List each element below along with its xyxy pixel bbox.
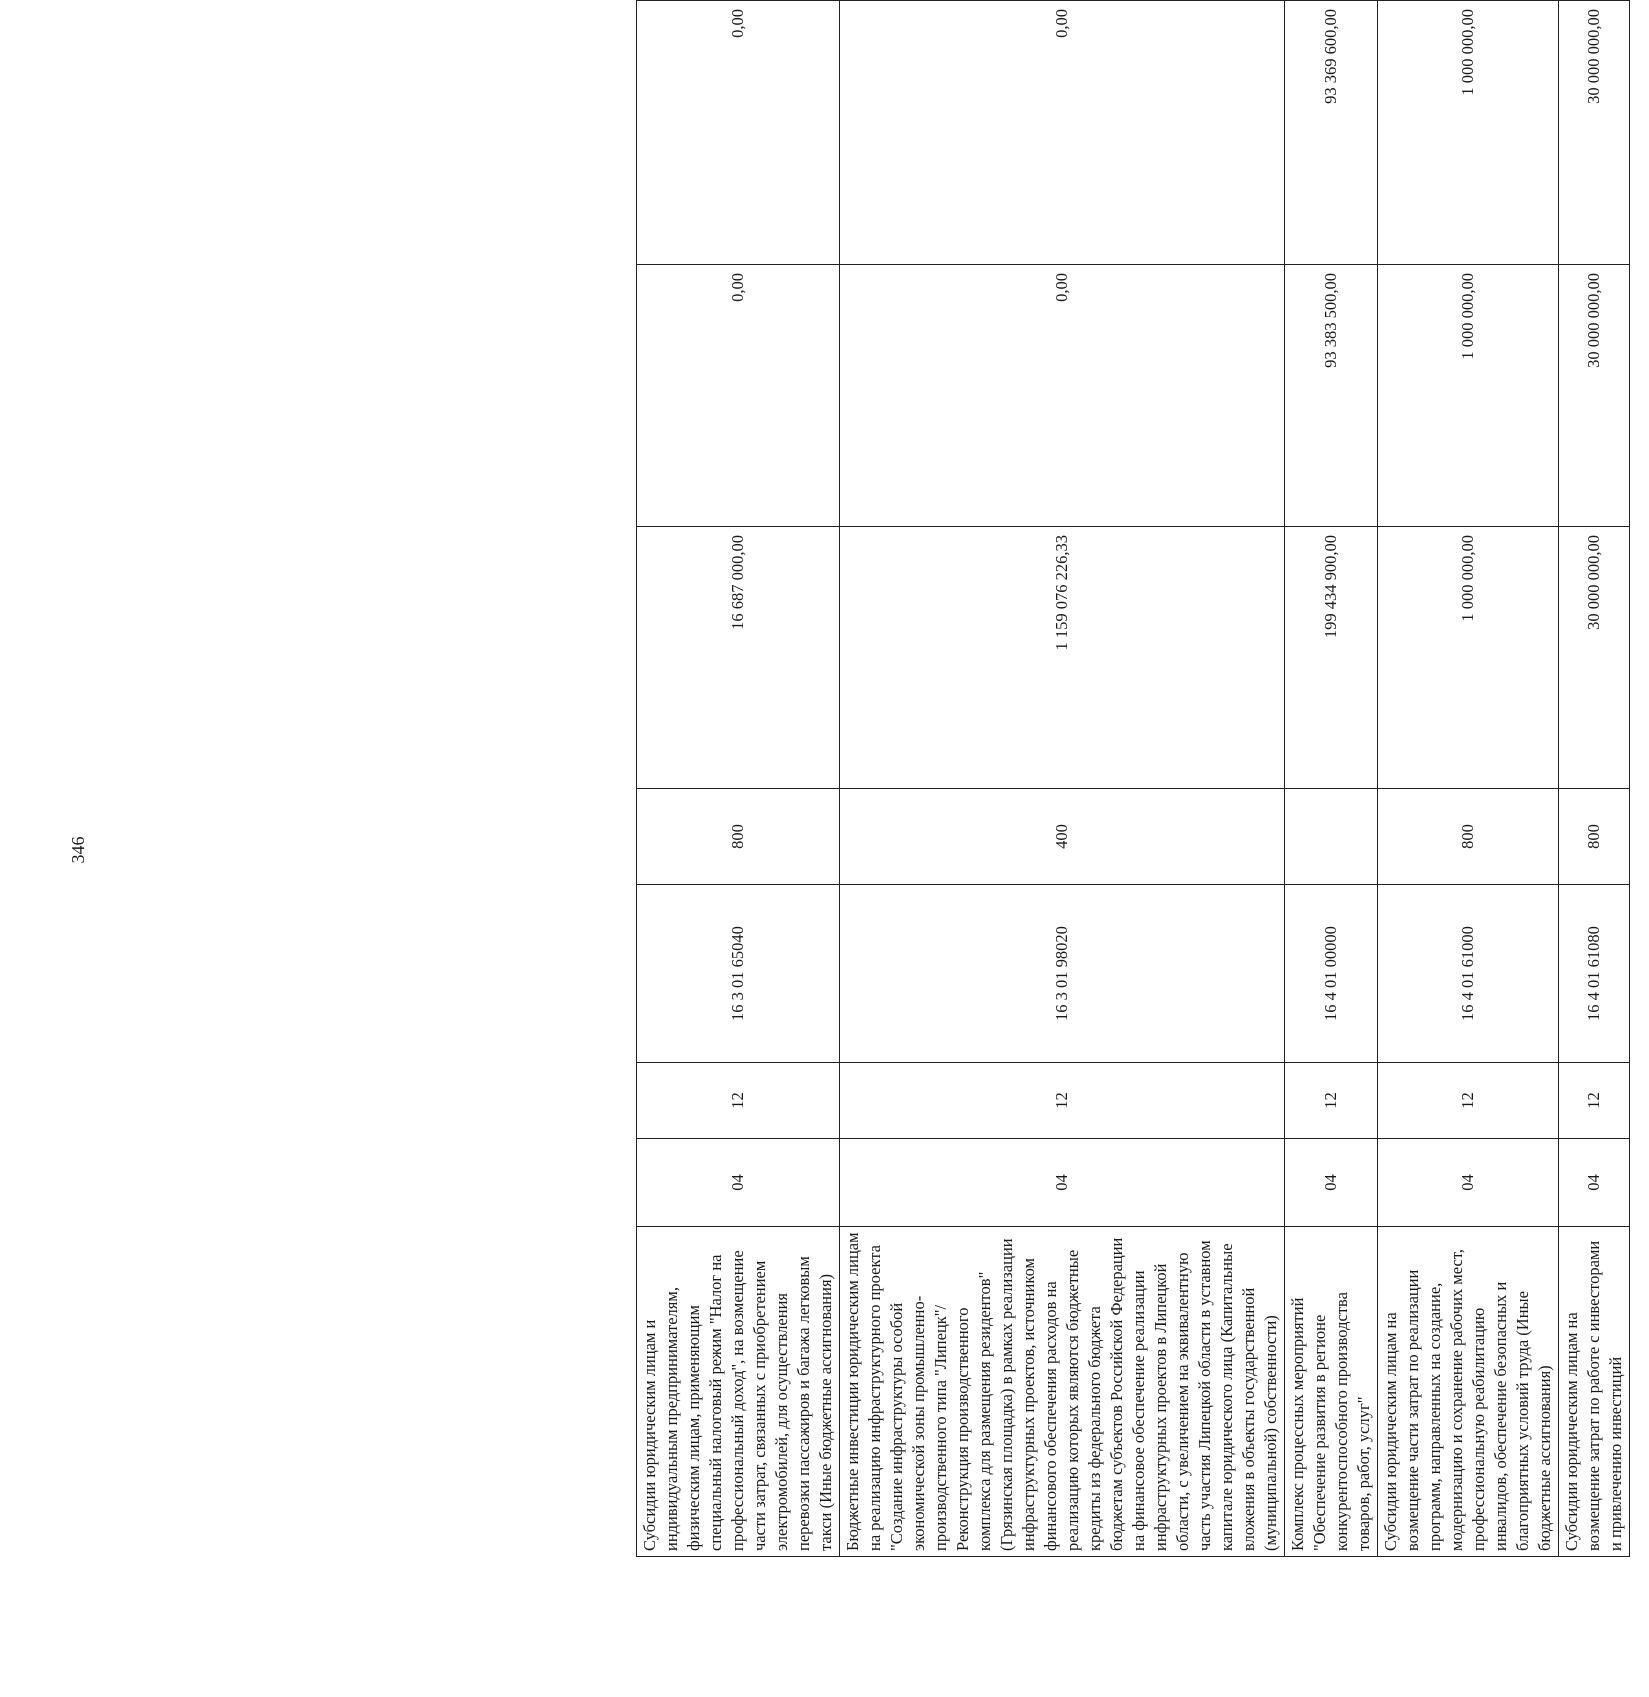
row-expense-type [1285,789,1378,885]
row-description: Субсидии юридическим лицам и индивидуальным предпринимателям, физическим лицам, применяющим специальный налоговый режим "Налог на профессиональный доход", на возмещение части затрат, связанных с приобретением электромобилей, для осуществления перевозки пассажиров и багажа легковым такси (Иные бюджетные ассигнования) [637,1227,840,1557]
row-sum-2: 30 000 000,00 [1559,265,1630,527]
table-row [1285,1,1378,1557]
row-podrazdel: 12 [1559,1063,1630,1139]
row-sum-3: 1 000 000,00 [1378,1,1559,265]
row-description: Субсидии юридическим лицам на возмещение части затрат по реализации программ, направленных на создание, модернизацию и сохранение рабочих мест, профессиональную реабилитацию инвалидов, обеспечение безопасных и благоприятных условий труда (Иные бюджетные ассигнования) [1378,1227,1559,1557]
row-podrazdel: 12 [1378,1063,1559,1139]
row-expense-type: 800 [1378,789,1559,885]
row-target-article: 16 3 01 65040 [637,885,840,1063]
row-podrazdel: 12 [637,1063,840,1139]
row-razdel: 04 [1378,1139,1559,1227]
row-sum-3: 93 369 600,00 [1285,1,1378,265]
row-sum-2: 0,00 [840,265,1285,527]
table-row [840,1,1285,1557]
table-row [1559,1,1630,1557]
table-row [637,1,840,1557]
row-sum-2: 93 383 500,00 [1285,265,1378,527]
row-sum-1: 16 687 000,00 [637,527,840,789]
row-sum-1: 1 159 076 226,33 [840,527,1285,789]
row-sum-2: 0,00 [637,265,840,527]
budget-table [636,0,1630,1557]
row-podrazdel: 12 [840,1063,1285,1139]
budget-table-rotated [636,1,1649,1557]
row-expense-type: 800 [637,789,840,885]
row-description: Субсидии юридическим лицам на возмещение затрат по работе с инвесторами и привлечению инвестиций [1559,1227,1630,1557]
row-razdel: 04 [1285,1139,1378,1227]
row-razdel: 04 [637,1139,840,1227]
row-target-article: 16 4 01 61000 [1378,885,1559,1063]
page-number: 346 [68,836,88,864]
row-razdel: 04 [840,1139,1285,1227]
row-sum-2: 1 000 000,00 [1378,265,1559,527]
row-sum-3: 0,00 [840,1,1285,265]
row-expense-type: 400 [840,789,1285,885]
row-description: Бюджетные инвестиции юридическим лицам на реализацию инфраструктурного проекта "Создание инфраструктуры особой экономической зоны промышленно-производственного типа "Липецк"/Реконструкция производственного комплекса для размещения резидентов" (Грязинская площадка) в рамках реализации инфраструктурных проектов, источником финансового обеспечения расходов на реализацию которых являются бюджетные кредиты из федерального бюджета бюджетам субъектов Российской Федерации на финансовое обеспечение реализации инфраструктурных проектов в Липецкой области, с увеличением на эквивалентную часть участия Липецкой области в уставном капитале юридического лица (Капитальные вложения в объекты государственной (муниципальной) собственности) [840,1227,1285,1557]
row-target-article: 16 4 01 00000 [1285,885,1378,1063]
row-podrazdel: 12 [1285,1063,1378,1139]
row-sum-1: 199 434 900,00 [1285,527,1378,789]
row-sum-1: 30 000 000,00 [1559,527,1630,789]
row-sum-3: 30 000 000,00 [1559,1,1630,265]
row-sum-1: 1 000 000,00 [1378,527,1559,789]
row-description: Комплекс процессных мероприятий "Обеспечение развития в регионе конкурентоспособного производства товаров, работ, услуг" [1285,1227,1378,1557]
row-target-article: 16 4 01 61080 [1559,885,1630,1063]
row-sum-3: 0,00 [637,1,840,265]
row-target-article: 16 3 01 98020 [840,885,1285,1063]
row-razdel: 04 [1559,1139,1630,1227]
table-row [1378,1,1559,1557]
row-expense-type: 800 [1559,789,1630,885]
